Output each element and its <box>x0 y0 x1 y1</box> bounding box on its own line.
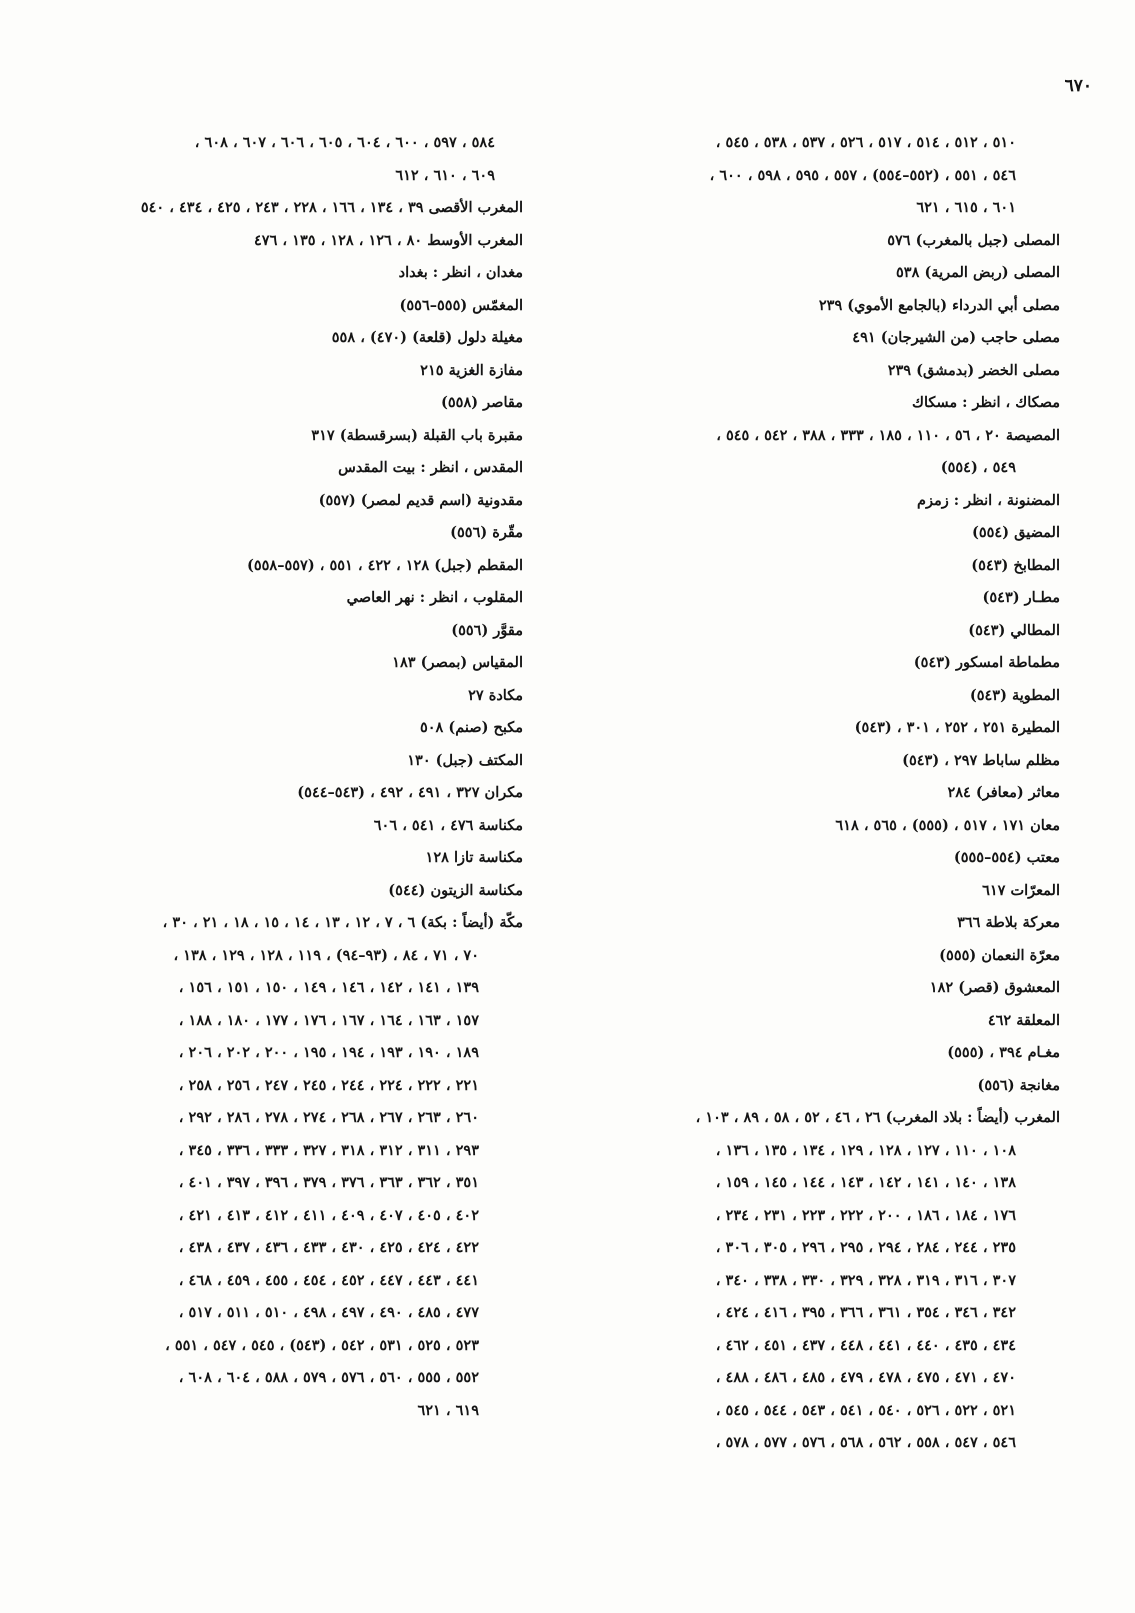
index-entry-continuation: ١٥٧ ، ١٦٣ ، ١٦٤ ، ١٦٧ ، ١٧٦ ، ١٧٧ ، ١٨٠ ، ١٨٨ ، <box>178 1011 479 1029</box>
index-entry: المغمّس (٥٥٥–٥٥٦) <box>399 296 523 314</box>
index-entry: مقوَّر (٥٥٦) <box>451 621 523 639</box>
index-entry: المغرب الأوسط ٨٠ ، ١٢٦ ، ١٢٨ ، ١٣٥ ، ٤٧٦ <box>254 231 523 249</box>
index-entry-continuation: ٥٢١ ، ٥٢٢ ، ٥٢٦ ، ٥٤٠ ، ٥٤١ ، ٥٤٣ ، ٥٤٤ ، ٥٤٥ ، <box>715 1401 1016 1419</box>
index-entry: المعلقة ٤٦٢ <box>987 1011 1060 1029</box>
index-entry-continuation: ٦٠٩ ، ٦١٠ ، ٦١٢ <box>395 166 495 184</box>
index-entry-continuation: ١٠٨ ، ١١٠ ، ١٢٧ ، ١٢٨ ، ١٢٩ ، ١٣٤ ، ١٣٥ ، ١٣٦ ، <box>715 1141 1016 1159</box>
index-entry: مقبرة باب القبلة (بسرقسطة) ٣١٧ <box>311 426 523 444</box>
index-entry: مكناسة تازا ١٢٨ <box>425 849 523 866</box>
index-entry-continuation: ٣٥١ ، ٣٦٢ ، ٣٦٣ ، ٣٧٦ ، ٣٧٩ ، ٣٩٦ ، ٣٩٧ ، ٤٠١ ، <box>178 1174 479 1191</box>
index-column-left <box>50 127 523 1427</box>
index-entry-continuation: ٧٠ ، ٧١ ، ٨٤ ، (٩٣–٩٤) ، ١١٩ ، ١٢٨ ، ١٢٩ ، ١٣٨ ، <box>173 946 479 964</box>
page-number: ٦٧٠ <box>1064 76 1092 96</box>
index-entry: مصلى أبي الدرداء (بالجامع الأموي) ٢٣٩ <box>818 296 1060 314</box>
index-entry-continuation: ١٨٩ ، ١٩٠ ، ١٩٣ ، ١٩٤ ، ١٩٥ ، ٢٠٠ ، ٢٠٢ ، ٢٠٦ ، <box>178 1044 479 1061</box>
index-entry: المقياس (بمصر) ١٨٣ <box>392 654 523 671</box>
index-entry-continuation: ١٣٨ ، ١٤٠ ، ١٤١ ، ١٤٢ ، ١٤٣ ، ١٤٤ ، ١٤٥ ، ١٥٩ ، <box>715 1174 1016 1191</box>
index-entry: المقلوب ، انظر : نهر العاصي <box>346 589 523 606</box>
index-entry: المصيصة ٢٠ ، ٥٦ ، ١١٠ ، ١٨٥ ، ٣٣٣ ، ٣٨٨ ، ٥٤٢ ، ٥٤٥ ، <box>716 426 1060 444</box>
index-entry-continuation: ٣٠٧ ، ٣١٦ ، ٣١٩ ، ٣٢٨ ، ٣٢٩ ، ٣٣٠ ، ٣٣٨ ، ٣٤٠ ، <box>715 1271 1016 1289</box>
index-entry: مغانجة (٥٥٦) <box>977 1076 1060 1094</box>
index-entry: المطوية (٥٤٣) <box>969 686 1060 704</box>
index-entry: مكّة (أيضاً : بكة) ٦ ، ٧ ، ١٢ ، ١٣ ، ١٤ ، ١٥ ، ١٨ ، ٢١ ، ٣٠ ، <box>162 914 523 931</box>
index-entry: المعرّات ٦١٧ <box>982 881 1060 899</box>
index-entry: مكبح (صنم) ٥٠٨ <box>419 719 523 736</box>
index-entry-continuation: ٢٣٥ ، ٢٤٤ ، ٢٨٤ ، ٢٩٤ ، ٢٩٥ ، ٢٩٦ ، ٣٠٥ ، ٣٠٦ ، <box>715 1239 1016 1256</box>
index-entry: معان ١٧١ ، ٥١٧ ، (٥٥٥) ، ٥٦٥ ، ٦١٨ <box>835 816 1060 834</box>
index-entry: المقطم (جبل) ١٢٨ ، ٤٢٢ ، ٥٥١ ، (٥٥٧–٥٥٨) <box>246 556 523 574</box>
index-entry: المصلى (ربض المرية) ٥٣٨ <box>896 264 1060 281</box>
index-entry-continuation: ٤٤١ ، ٤٤٣ ، ٤٤٧ ، ٤٥٢ ، ٤٥٤ ، ٤٥٥ ، ٤٥٩ ، ٤٦٨ ، <box>178 1271 479 1289</box>
index-entry: معاثر (معافر) ٢٨٤ <box>947 784 1060 801</box>
index-entry: مغـام ٣٩٤ ، (٥٥٥) <box>947 1044 1060 1061</box>
index-entry: المطيرة ٢٥١ ، ٢٥٢ ، ٣٠١ ، (٥٤٣) <box>854 719 1060 736</box>
index-entry: مكناسة ٤٧٦ ، ٥٤١ ، ٦٠٦ <box>373 816 523 834</box>
index-entry: مقدونية (اسم قديم لمصر) (٥٥٧) <box>318 491 523 509</box>
index-entry: المضنونة ، انظر : زمزم <box>916 491 1060 509</box>
index-entry-continuation: ٤٣٤ ، ٤٣٥ ، ٤٤٠ ، ٤٤١ ، ٤٤٨ ، ٤٣٧ ، ٤٥١ ، ٤٦٢ ، <box>715 1336 1016 1354</box>
index-entry: مغيلة دلول (قلعة) (٤٧٠) ، ٥٥٨ <box>331 329 523 346</box>
index-entry-continuation: ٥٤٩ ، (٥٥٤) <box>940 459 1016 476</box>
index-entry: مفازة الغزية ٢١٥ <box>420 361 523 379</box>
index-entry-continuation: ٣٤٢ ، ٣٤٦ ، ٣٥٤ ، ٣٦١ ، ٣٦٦ ، ٣٩٥ ، ٤١٦ ، ٤٢٤ ، <box>715 1304 1016 1321</box>
index-entry-continuation: ٦٠١ ، ٦١٥ ، ٦٢١ <box>916 199 1016 216</box>
index-entry-continuation: ٢٢١ ، ٢٢٢ ، ٢٢٤ ، ٢٤٤ ، ٢٤٥ ، ٢٤٧ ، ٢٥٦ ، ٢٥٨ ، <box>178 1076 479 1094</box>
index-entry-continuation: ٢٩٣ ، ٣١١ ، ٣١٢ ، ٣١٨ ، ٣٢٧ ، ٣٣٣ ، ٣٣٦ ، ٣٤٥ ، <box>178 1141 479 1159</box>
index-entry: المطالي (٥٤٣) <box>968 621 1060 639</box>
index-entry: مصكاك ، انظر : مسكاك <box>912 394 1060 411</box>
index-entry-continuation: ٥٨٤ ، ٥٩٧ ، ٦٠٠ ، ٦٠٤ ، ٦٠٥ ، ٦٠٦ ، ٦٠٧ ، ٦٠٨ ، <box>194 134 495 151</box>
index-entry-continuation: ٦١٩ ، ٦٢١ <box>417 1401 479 1419</box>
index-entry-continuation: ١٣٩ ، ١٤١ ، ١٤٢ ، ١٤٦ ، ١٤٩ ، ١٥٠ ، ١٥١ ، ١٥٦ ، <box>178 979 479 996</box>
index-entry-continuation: ٥١٠ ، ٥١٢ ، ٥١٤ ، ٥١٧ ، ٥٢٦ ، ٥٣٧ ، ٥٣٨ ، ٥٤٥ ، <box>715 134 1016 151</box>
index-entry-continuation: ١٧٦ ، ١٨٤ ، ١٨٦ ، ٢٠٠ ، ٢٢٢ ، ٢٢٣ ، ٢٣١ ، ٢٣٤ ، <box>715 1206 1016 1224</box>
index-entry: معرّة النعمان (٥٥٥) <box>939 946 1060 964</box>
index-entry: المضيق (٥٥٤) <box>971 524 1060 541</box>
index-entry: المصلى (جبل بالمغرب) ٥٧٦ <box>887 231 1060 249</box>
index-entry: معتب (٥٥٤–٥٥٥) <box>953 849 1060 866</box>
index-entry: مكران ٣٢٧ ، ٤٩١ ، ٤٩٢ ، (٥٤٣–٥٤٤) <box>297 784 523 801</box>
index-entry: مصلى حاجب (من الشيرجان) ٤٩١ <box>852 329 1060 346</box>
index-entry-continuation: ٤٢٢ ، ٤٢٤ ، ٤٢٥ ، ٤٣٠ ، ٤٣٣ ، ٤٣٦ ، ٤٣٧ ، ٤٣٨ ، <box>178 1239 479 1256</box>
index-entry: مغدان ، انظر : بغداد <box>398 264 523 281</box>
index-column-right <box>578 127 1060 1460</box>
index-entry-continuation: ٥٥٢ ، ٥٥٥ ، ٥٦٠ ، ٥٧٦ ، ٥٧٩ ، ٥٨٨ ، ٦٠٤ ، ٦٠٨ ، <box>178 1369 479 1386</box>
index-entry-continuation: ٥٤٦ ، ٥٥١ ، (٥٥٢–٥٥٤) ، ٥٥٧ ، ٥٩٥ ، ٥٩٨ ، ٦٠٠ ، <box>709 166 1016 184</box>
index-entry: المكتف (جبل) ١٣٠ <box>407 751 523 769</box>
index-entry: المغرب (أيضاً : بلاد المغرب) ٢٦ ، ٤٦ ، ٥٢ ، ٥٨ ، ٨٩ ، ١٠٣ ، <box>695 1109 1060 1126</box>
index-entry-continuation: ٤٠٢ ، ٤٠٥ ، ٤٠٧ ، ٤٠٩ ، ٤١١ ، ٤١٢ ، ٤١٣ ، ٤٢١ ، <box>178 1206 479 1224</box>
index-entry-continuation: ٥٢٣ ، ٥٢٥ ، ٥٣١ ، ٥٤٢ ، (٥٤٣) ، ٥٤٥ ، ٥٤٧ ، ٥٥١ ، <box>165 1336 479 1354</box>
index-entry-continuation: ٥٤٦ ، ٥٤٧ ، ٥٥٨ ، ٥٦٢ ، ٥٦٨ ، ٥٧٦ ، ٥٧٧ ، ٥٧٨ ، <box>715 1434 1016 1451</box>
index-entry: مكادة ٢٧ <box>468 686 523 704</box>
index-entry: مقاصر (٥٥٨) <box>441 394 523 411</box>
index-entry: مطماطة امسكور (٥٤٣) <box>913 654 1060 671</box>
index-entry-continuation: ٤٧٠ ، ٤٧١ ، ٤٧٥ ، ٤٧٨ ، ٤٧٩ ، ٤٨٥ ، ٤٨٦ ، ٤٨٨ ، <box>715 1369 1016 1386</box>
index-entry-continuation: ٤٧٧ ، ٤٨٥ ، ٤٩٠ ، ٤٩٧ ، ٤٩٨ ، ٥١٠ ، ٥١١ ، ٥١٧ ، <box>178 1304 479 1321</box>
index-entry: معركة بلاطة ٣٦٦ <box>957 914 1060 931</box>
index-entry: مظلم ساباط ٢٩٧ ، (٥٤٣) <box>902 751 1060 769</box>
index-entry: المغرب الأقصى ٣٩ ، ١٣٤ ، ١٦٦ ، ٢٢٨ ، ٢٤٣ ، ٤٢٥ ، ٤٣٤ ، ٥٤٠ <box>140 199 523 216</box>
index-entry: مكناسة الزيتون (٥٤٤) <box>388 881 523 899</box>
index-entry-continuation: ٢٦٠ ، ٢٦٣ ، ٢٦٧ ، ٢٦٨ ، ٢٧٤ ، ٢٧٨ ، ٢٨٦ ، ٢٩٢ ، <box>178 1109 479 1126</box>
index-entry: المقدس ، انظر : بيت المقدس <box>338 459 523 476</box>
index-entry: المعشوق (قصر) ١٨٢ <box>929 979 1060 996</box>
index-entry: المطابخ (٥٤٣) <box>971 556 1060 574</box>
index-entry: مصلى الخضر (بدمشق) ٢٣٩ <box>887 361 1060 379</box>
index-entry: مقّرة (٥٥٦) <box>450 524 523 541</box>
index-entry: مطـار (٥٤٣) <box>982 589 1060 606</box>
